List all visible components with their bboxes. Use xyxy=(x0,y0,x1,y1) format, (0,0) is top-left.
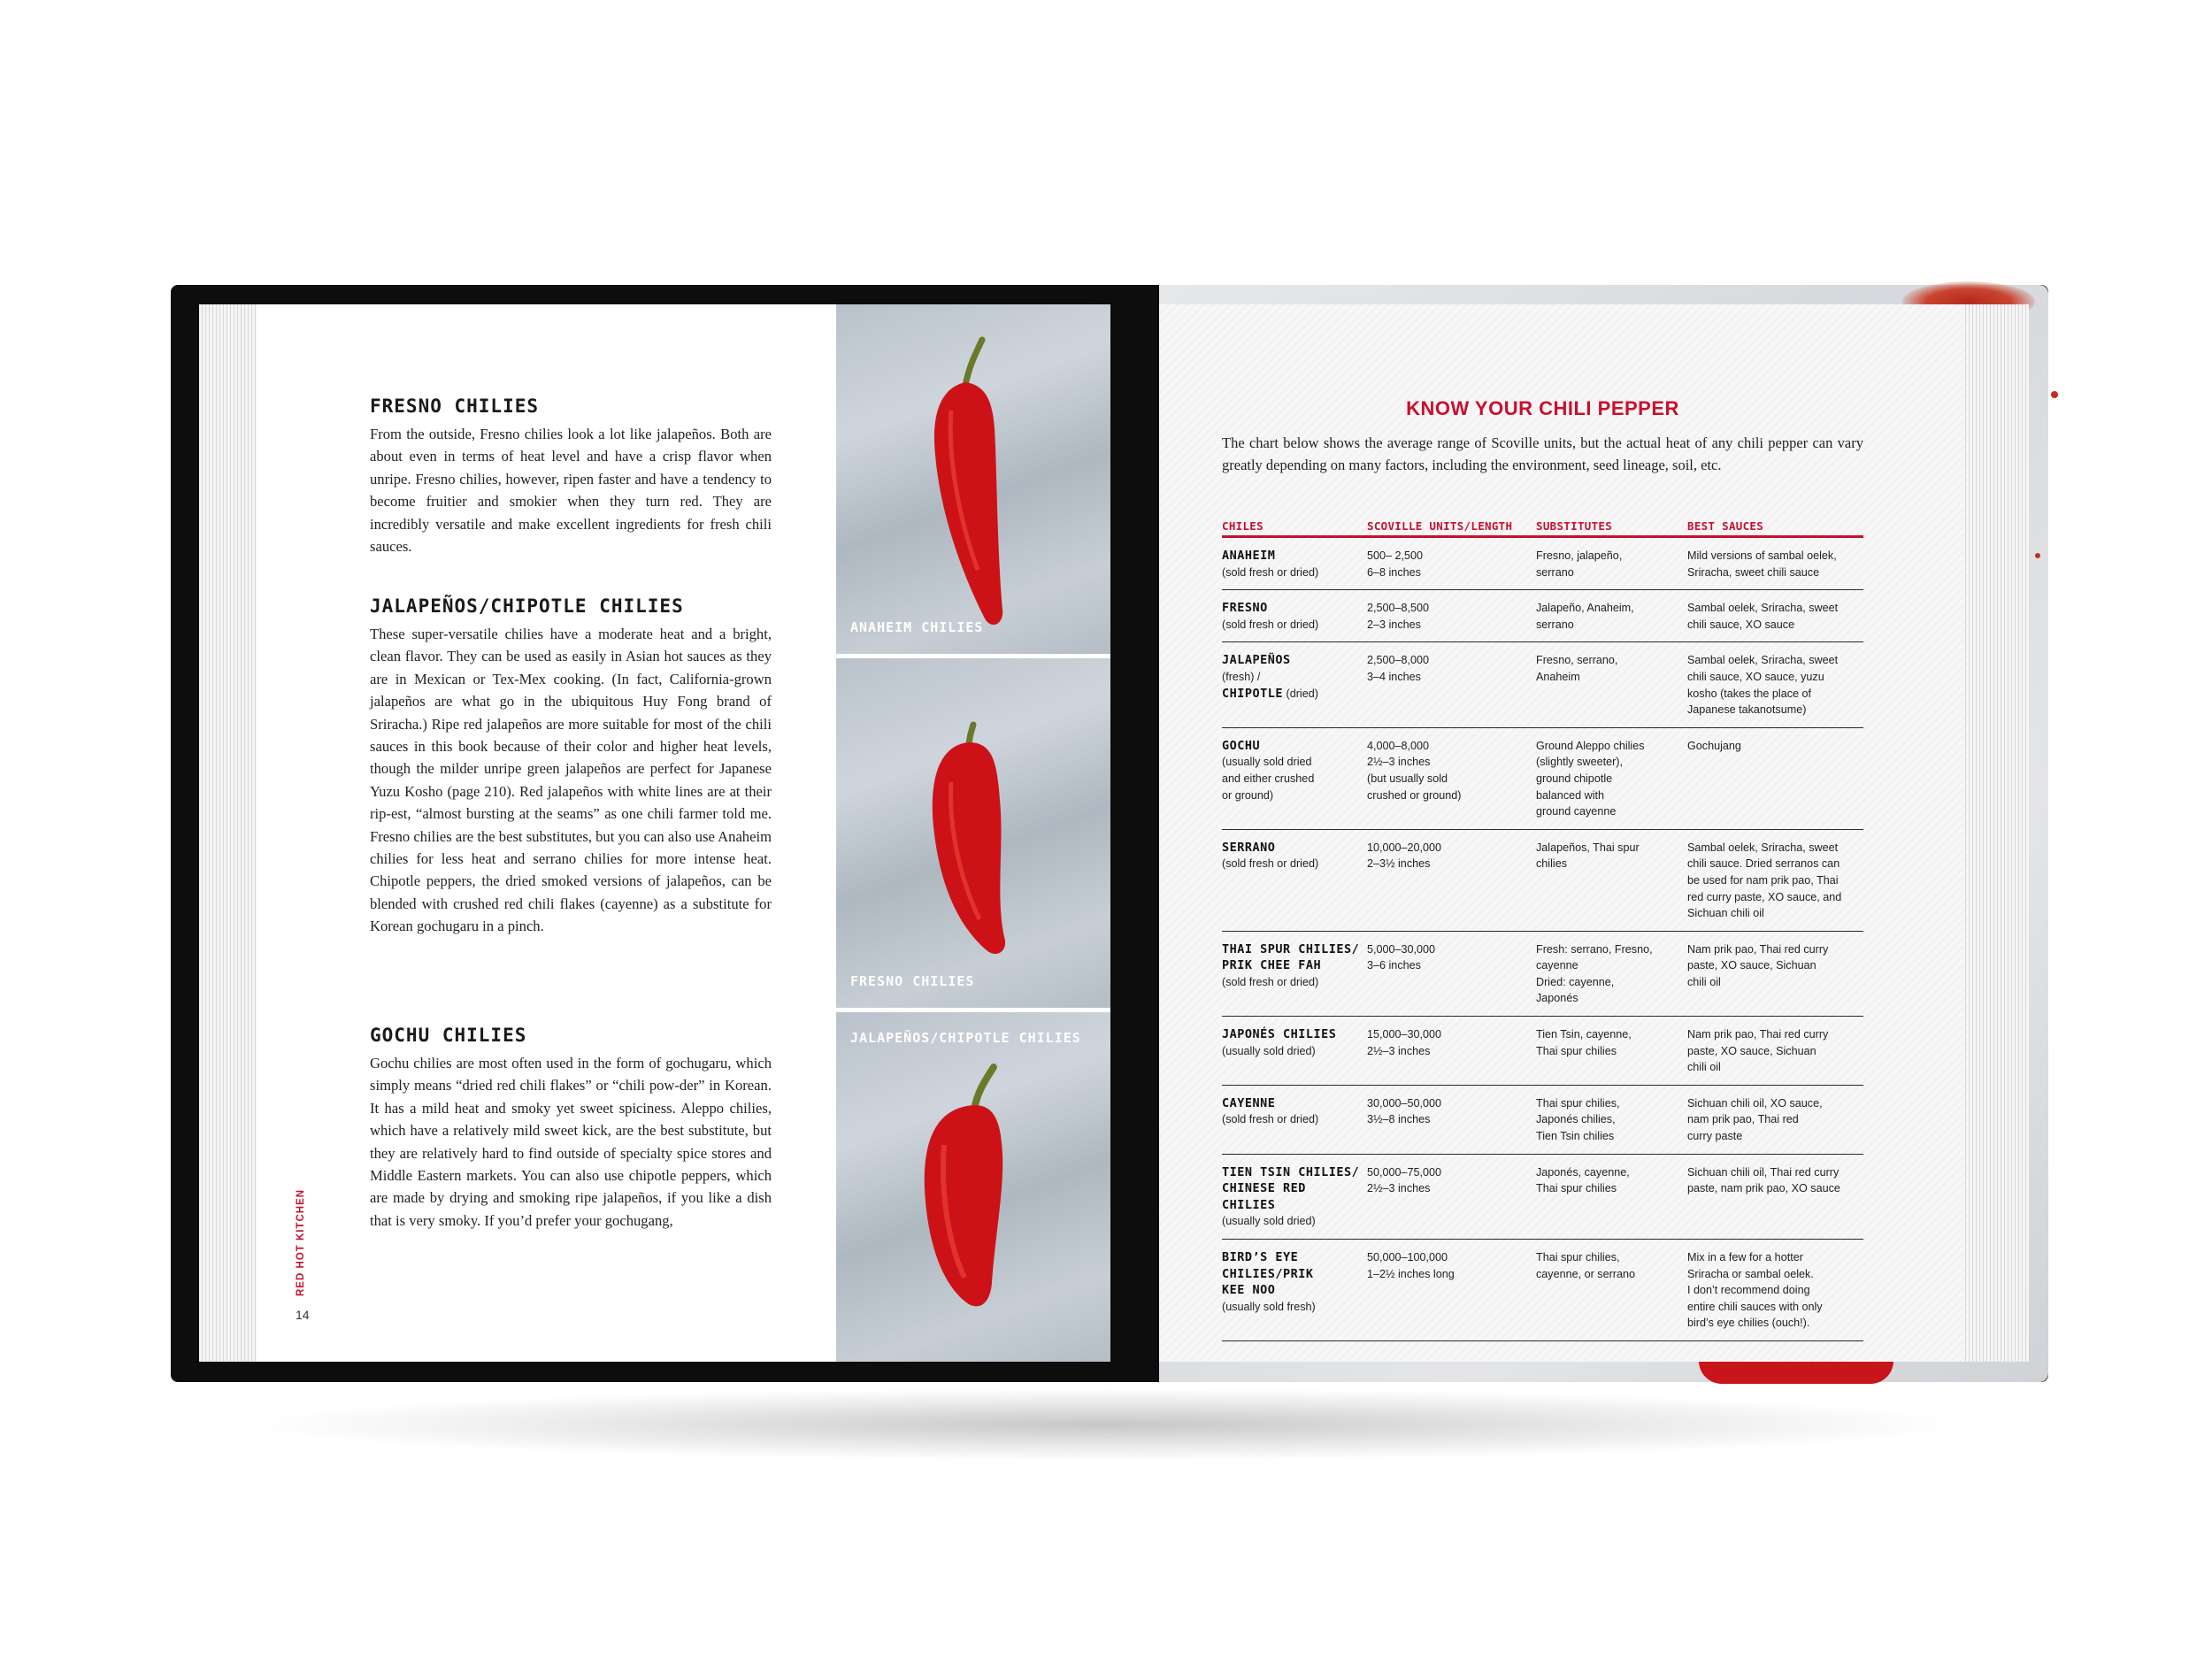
sauces-cell: Sambal oelek, Sriracha, sweet chili sauce, XO sauce, yuzu kosho (takes the place of Japanese takanotsume) xyxy=(1687,642,1863,727)
sauces-cell: Mild versions of sambal oelek, Sriracha, sweet chili sauce xyxy=(1687,537,1863,590)
scoville-cell: 10,000–20,000 2–3½ inches xyxy=(1367,829,1536,931)
substitutes-cell: Fresh: serrano, Fresno, cayenne Dried: cayenne, Japonés xyxy=(1536,931,1687,1016)
chile-cell xyxy=(1222,727,1367,829)
pepper-illustration xyxy=(836,1012,1110,1362)
chile-cell xyxy=(1222,642,1367,727)
chile-cell xyxy=(1222,1017,1367,1086)
chile-cell xyxy=(1222,931,1367,1016)
sauces-cell: Sambal oelek, Sriracha, sweet chili sauce. Dried serranos can be used for nam prik pao, Thai red curry paste, XO sauce, and Sichuan chili oil xyxy=(1687,829,1863,931)
chile-cell xyxy=(1222,1085,1367,1154)
substitutes-cell: Thai spur chilies, Japonés chilies, Tien Tsin chilies xyxy=(1536,1085,1687,1154)
column-header-chiles: CHILES xyxy=(1222,518,1367,537)
chart-intro: The chart below shows the average range of Scoville units, but the actual heat of any chili pepper can vary greatly depending on many factors, including the environment, seed lineage, soil, etc. xyxy=(1222,434,1863,473)
chile-name-alt: CHIPOTLE xyxy=(1222,686,1284,701)
photo-jalapeno xyxy=(836,1012,1110,1362)
scoville-cell: 500– 2,500 6–8 inches xyxy=(1367,537,1536,590)
substitutes-cell: Ground Aleppo chilies (slightly sweeter), ground chipotle balanced with ground cayenne xyxy=(1536,727,1687,829)
photo-column xyxy=(836,304,1110,1362)
scoville-cell: 4,000–8,000 2½–3 inches (but usually sold crushed or ground) xyxy=(1367,727,1536,829)
chile-note: (usually sold dried) xyxy=(1222,1215,1316,1228)
table-row xyxy=(1222,590,1863,642)
sauces-cell: Sichuan chili oil, Thai red curry paste, nam prik pao, XO sauce xyxy=(1687,1154,1863,1239)
chile-name: TIEN TSIN CHILIES/ CHINESE RED CHILIES xyxy=(1222,1164,1360,1212)
chile-note: (sold fresh or dried) xyxy=(1222,975,1319,988)
chile-cell xyxy=(1222,829,1367,931)
chart-title: KNOW YOUR CHILI PEPPER xyxy=(1406,397,1679,419)
chili-speck xyxy=(2051,391,2058,398)
chile-note: (fresh) / xyxy=(1222,670,1261,683)
running-head-text: RED HOT KITCHEN xyxy=(296,1188,306,1296)
chile-name: CAYENNE xyxy=(1222,1095,1276,1110)
right-page-edges xyxy=(1962,304,2029,1362)
chile-note: (usually sold fresh) xyxy=(1222,1300,1316,1313)
sauces-cell: Sichuan chili oil, XO sauce, nam prik pao, Thai red curry paste xyxy=(1687,1085,1863,1154)
chile-name: BIRD’S EYE CHILIES/PRIK KEE NOO xyxy=(1222,1250,1314,1298)
column-header-best-sauces: BEST SAUCES xyxy=(1687,518,1863,537)
scoville-cell: 30,000–50,000 3½–8 inches xyxy=(1367,1085,1536,1154)
substitutes-cell: Jalapeños, Thai spur chilies xyxy=(1536,829,1687,931)
sauces-cell: Mix in a few for a hotter Sriracha or sambal oelek. I don’t recommend doing entire chili sauces with only bird’s eye chilies (ouch!). xyxy=(1687,1240,1863,1341)
sauces-cell: Nam prik pao, Thai red curry paste, XO sauce, Sichuan chili oil xyxy=(1687,1017,1863,1086)
chili-speck xyxy=(2035,553,2040,558)
chile-cell xyxy=(1222,537,1367,590)
scoville-cell: 2,500–8,500 2–3 inches xyxy=(1367,590,1536,642)
chile-note: (sold fresh or dried) xyxy=(1222,565,1319,579)
scoville-cell: 50,000–100,000 1–2½ inches long xyxy=(1367,1240,1536,1341)
scoville-cell: 2,500–8,000 3–4 inches xyxy=(1367,642,1536,727)
chile-cell xyxy=(1222,1154,1367,1239)
book-shadow xyxy=(265,1389,1947,1460)
chile-note: (usually sold dried and either crushed or ground) xyxy=(1222,756,1315,802)
substitutes-cell: Fresno, serrano, Anaheim xyxy=(1536,642,1687,727)
chili-chart-table xyxy=(1222,518,1863,1341)
table-row xyxy=(1222,1017,1863,1086)
chile-note: (usually sold dried) xyxy=(1222,1044,1316,1057)
scoville-cell: 5,000–30,000 3–6 inches xyxy=(1367,931,1536,1016)
sauces-cell: Sambal oelek, Sriracha, sweet chili sauce, XO sauce xyxy=(1687,590,1863,642)
chile-note: (sold fresh or dried) xyxy=(1222,857,1319,871)
chile-cell xyxy=(1222,1240,1367,1341)
chile-name: JALAPEÑOS xyxy=(1222,653,1291,668)
photo-fresno xyxy=(836,658,1110,1008)
section-heading-gochu: GOCHU CHILIES xyxy=(370,1025,527,1046)
table-row xyxy=(1222,931,1863,1016)
section-body-fresno: From the outside, Fresno chilies look a lot like jalapeños. Both are about even in terms of heat level and have a crisp flavor when unripe. Fresno chilies, however, ripen faster and have a tendency to become fruitier and smokier when they turn red. They are incredibly versatile and make excellent ingredients for fresh chili sauces. xyxy=(370,426,772,556)
chile-name: SERRANO xyxy=(1222,840,1276,855)
table-row xyxy=(1222,1154,1863,1239)
sauces-cell: Gochujang xyxy=(1687,727,1863,829)
pepper-illustration xyxy=(836,304,1110,654)
chile-note: (sold fresh or dried) xyxy=(1222,1113,1319,1126)
substitutes-cell: Fresno, jalapeño, serrano xyxy=(1536,537,1687,590)
chile-note: (sold fresh or dried) xyxy=(1222,618,1319,631)
table-row xyxy=(1222,1085,1863,1154)
chile-name: FRESNO xyxy=(1222,601,1268,616)
substitutes-cell: Tien Tsin, cayenne, Thai spur chilies xyxy=(1536,1017,1687,1086)
sauces-cell: Nam prik pao, Thai red curry paste, XO sauce, Sichuan chili oil xyxy=(1687,931,1863,1016)
scoville-cell: 15,000–30,000 2½–3 inches xyxy=(1367,1017,1536,1086)
chile-name: THAI SPUR CHILIES/ PRIK CHEE FAH xyxy=(1222,941,1360,973)
scoville-cell: 50,000–75,000 2½–3 inches xyxy=(1367,1154,1536,1239)
chile-note-alt: (dried) xyxy=(1283,687,1318,700)
chile-name: GOCHU xyxy=(1222,738,1261,753)
pepper-illustration xyxy=(836,658,1110,1008)
section-heading-jalapenos: JALAPEÑOS/CHIPOTLE CHILIES xyxy=(370,595,684,617)
column-header-scoville: SCOVILLE UNITS/LENGTH xyxy=(1367,518,1536,537)
photo-anaheim xyxy=(836,304,1110,654)
section-body-gochu: Gochu chilies are most often used in the form of gochugaru, which simply means “dried red chili flakes” or “chili pow-der” in Korean. It has a mild heat and smoky yet sweet spiciness. Aleppo chilies, which have a relatively mild sweet kick, are the best substitute, but they are relatively hard to find outside of specialty spice stores and Middle Eastern markets. You can also use chipotle peppers, which are made by drying and smoking ripe jalapeños, if you like a dish that is very smoky. If you’d prefer your gochugang, xyxy=(370,1055,772,1229)
section-heading-fresno: FRESNO CHILIES xyxy=(370,396,540,417)
photo-caption: JALAPEÑOS/CHIPOTLE CHILIES xyxy=(850,1030,1081,1046)
table-row xyxy=(1222,537,1863,590)
table-row xyxy=(1222,727,1863,829)
substitutes-cell: Thai spur chilies, cayenne, or serrano xyxy=(1536,1240,1687,1341)
table-row xyxy=(1222,1240,1863,1341)
left-page-edges xyxy=(199,304,261,1362)
section-body-jalapenos: These super-versatile chilies have a moderate heat and a bright, clean flavor. They can be used as easily in Asian hot sauces as they are in Mexican or Tex-Mex cooking. (In fact, California-grown jalapeños are what go in the ubiquitous Huy Fong brand of Sriracha.) Ripe red jalapeños are more suitable for most of the chili sauces in this book because of their color and higher heat levels, though the milder unripe green jalapeños are perfect for Japanese Yuzu Kosho (page 210). Red jalapeños with white lines are at their rip-est, “almost bursting at the seams” as one chili farmer told me. Fresno chilies are the best substitutes, but you can also use Anaheim chilies for less heat and serrano chilies for more intense heat. Chipotle peppers, the dried smoked versions of jalapeños, can be blended with crushed red chili flakes (cayenne) as a substitute for Korean gochugaru in a pinch. xyxy=(370,626,772,935)
photo-caption: FRESNO CHILIES xyxy=(850,973,975,989)
pepper-peek xyxy=(1699,1361,1893,1384)
table-row xyxy=(1222,829,1863,931)
column-header-substitutes: SUBSTITUTES xyxy=(1536,518,1687,537)
chile-name: JAPONÉS CHILIES xyxy=(1222,1027,1337,1042)
gutter-shadow xyxy=(1110,304,1159,1362)
substitutes-cell: Japonés, cayenne, Thai spur chilies xyxy=(1536,1154,1687,1239)
chile-name: ANAHEIM xyxy=(1222,549,1276,563)
table-header-row xyxy=(1222,518,1863,537)
substitutes-cell: Jalapeño, Anaheim, serrano xyxy=(1536,590,1687,642)
photo-caption: ANAHEIM CHILIES xyxy=(850,619,984,635)
chile-cell xyxy=(1222,590,1367,642)
page-number: 14 xyxy=(296,1308,310,1322)
table-row xyxy=(1222,642,1863,727)
